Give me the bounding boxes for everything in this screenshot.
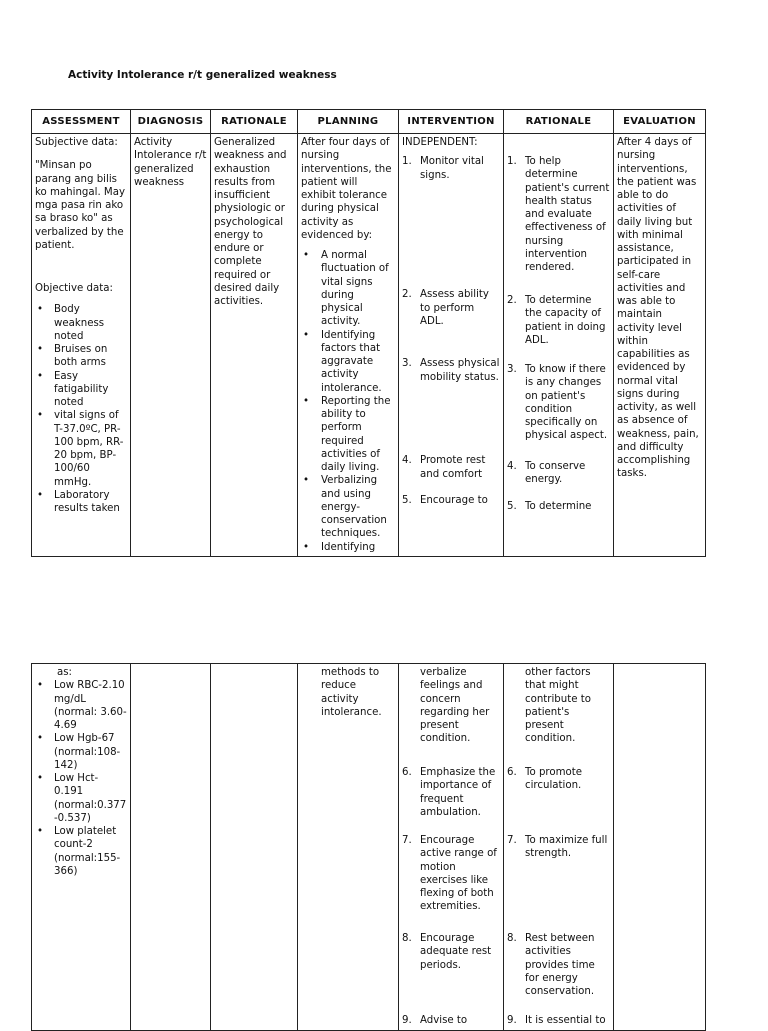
- list-item: [507, 363, 610, 460]
- list-item: [402, 766, 500, 834]
- item-number: 3.: [402, 358, 412, 370]
- list-item: • Verbalizing and using energy-conservation techniques.: [321, 474, 395, 540]
- lab-results-list: [35, 679, 127, 878]
- item-text: Encourage adequate rest periods.: [420, 933, 492, 971]
- table-row: [32, 664, 706, 1031]
- list-item: [507, 1014, 610, 1027]
- item-text: Monitor vital signs.: [420, 156, 484, 181]
- item-text: Assess ability to perform ADL.: [420, 289, 489, 327]
- rationale-2-cell: [504, 134, 614, 557]
- item-number: 5.: [402, 495, 412, 507]
- list-item: [507, 155, 610, 294]
- item-text: To know if there is any changes on patient's condition specifically on physical aspect.: [525, 364, 608, 442]
- list-item: • Reporting the ability to perform required activities of daily living.: [321, 395, 395, 475]
- list-item: [402, 155, 500, 288]
- item-number: 6.: [402, 767, 412, 778]
- item-number: 5.: [507, 501, 517, 512]
- list-item: [507, 294, 610, 363]
- item-number: 1.: [507, 156, 517, 167]
- rationale-cell: [211, 134, 298, 557]
- header-rationale-2: RATIONALE: [504, 110, 614, 134]
- list-item: [402, 932, 500, 1014]
- rationale-2-list: [507, 155, 610, 513]
- list-item: • Low platelet count-2 (normal:155-366): [52, 825, 127, 878]
- list-item: • Body weakness noted: [52, 303, 127, 343]
- item-text: Encourage active range of motion exercises like flexing of both extremities.: [420, 835, 497, 913]
- list-item: [507, 932, 610, 1014]
- list-item: [402, 454, 500, 494]
- item-text: Promote rest and comfort: [420, 455, 486, 480]
- intervention-list: [402, 766, 500, 1027]
- planning-intro: After four days of nursing interventions, the patient will exhibit tolerance during physical activity as evidenced by:: [301, 137, 392, 241]
- list-item: • Low Hgb-67 (normal:108-142): [52, 732, 127, 772]
- list-item: • vital signs of T-37.0ºC, PR-100 bpm, RR-20 bpm, BP-100/60 mmHg.: [52, 409, 127, 489]
- planning-list: [301, 249, 395, 554]
- care-plan-table-page-1: [31, 109, 706, 557]
- header-assessment: ASSESSMENT: [32, 110, 131, 134]
- item-number: 6.: [507, 767, 517, 778]
- rationale-2-list: [507, 766, 610, 1027]
- item-number: 7.: [507, 835, 517, 846]
- list-item: • Low Hct-0.191 (normal:0.377 -0.537): [52, 772, 127, 825]
- intervention-cell: [399, 134, 504, 557]
- list-item: [507, 834, 610, 932]
- header-intervention: INTERVENTION: [399, 110, 504, 134]
- objective-list: [35, 303, 127, 515]
- list-item: [507, 460, 610, 500]
- subjective-label: Subjective data:: [35, 137, 118, 148]
- header-planning: PLANNING: [298, 110, 399, 134]
- item-text: To conserve energy.: [525, 461, 586, 486]
- planning-continuation: methods to reduce activity intolerance.: [321, 667, 382, 718]
- item-number: 8.: [507, 933, 517, 944]
- list-item: • Identifying: [321, 541, 395, 554]
- rationale-2-continuation: other factors that might contribute to patient's present condition.: [525, 667, 591, 745]
- list-item: [402, 834, 500, 932]
- header-evaluation: EVALUATION: [614, 110, 706, 134]
- item-text: To maximize full strength.: [525, 835, 608, 860]
- item-number: 3.: [507, 364, 517, 375]
- table-header-row: [32, 110, 706, 134]
- header-rationale: RATIONALE: [211, 110, 298, 134]
- item-text: To determine: [525, 501, 592, 512]
- list-item: • Easy fatigability noted: [52, 370, 127, 410]
- evaluation-cell: [614, 664, 706, 1031]
- item-number: 8.: [402, 933, 412, 944]
- assessment-continuation: as:: [57, 667, 72, 678]
- rationale-text: Generalized weakness and exhaustion results from insufficient physiologic or psychological energy to endure or complete required or desired daily activities.: [214, 137, 287, 307]
- item-number: 4.: [507, 461, 517, 472]
- diagnosis-text: Activity Intolerance r/t generalized weakness: [134, 137, 207, 188]
- list-item: • A normal fluctuation of vital signs during physical activity.: [321, 249, 395, 329]
- item-text: Encourage to: [420, 495, 488, 507]
- list-item: [402, 357, 500, 454]
- header-diagnosis: DIAGNOSIS: [131, 110, 211, 134]
- document-title: Activity Intolerance r/t generalized weakness: [68, 69, 337, 81]
- item-text: To promote circulation.: [525, 767, 583, 792]
- care-plan-table-page-2: [31, 663, 706, 1031]
- planning-cell: [298, 664, 399, 1031]
- list-item: • Low RBC-2.10 mg/dL (normal: 3.60-4.69: [52, 679, 127, 732]
- item-text: It is essential to: [525, 1015, 606, 1026]
- item-number: 9.: [507, 1015, 517, 1026]
- intervention-heading: INDEPENDENT:: [402, 137, 478, 148]
- item-number: 7.: [402, 835, 412, 846]
- item-number: 4.: [402, 455, 412, 467]
- item-text: Assess physical mobility status.: [420, 358, 500, 383]
- item-number: 9.: [402, 1015, 412, 1026]
- diagnosis-cell: [131, 664, 211, 1031]
- objective-label: Objective data:: [35, 283, 113, 294]
- item-number: 1.: [402, 156, 412, 168]
- item-text: Advise to: [420, 1015, 468, 1026]
- item-text: Rest between activities provides time for energy conservation.: [525, 933, 595, 997]
- intervention-list: [402, 155, 500, 507]
- assessment-cell: [32, 134, 131, 557]
- list-item: • Bruises on both arms: [52, 343, 127, 370]
- rationale-2-cell: [504, 664, 614, 1031]
- list-item: • Laboratory results taken: [52, 489, 127, 516]
- intervention-cell: [399, 664, 504, 1031]
- list-item: [507, 500, 610, 513]
- item-text: To help determine patient's current health status and evaluate effectiveness of nursing intervention rendered.: [525, 156, 610, 273]
- subjective-quote: "Minsan po parang ang bilis ko mahingal. May mga pasa rin ako sa braso ko" as verbalized by the patient.: [35, 160, 125, 251]
- planning-cell: [298, 134, 399, 557]
- list-item: • Identifying factors that aggravate activity intolerance.: [321, 329, 395, 395]
- list-item: [402, 1014, 500, 1027]
- evaluation-text: After 4 days of nursing interventions, the patient was able to do activities of daily living but with minimal assistance, participated in self-care activities and was able to maintain activity level within capabilities as evidenced by normal vital signs during activity, as well as absence of weakness, pain, and difficulty accomplishing tasks.: [617, 137, 699, 480]
- evaluation-cell: [614, 134, 706, 557]
- item-number: 2.: [507, 295, 517, 306]
- item-text: Emphasize the importance of frequent ambulation.: [420, 767, 496, 818]
- list-item: [402, 494, 500, 507]
- item-text: To determine the capacity of patient in doing ADL.: [525, 295, 606, 346]
- list-item: [402, 288, 500, 357]
- item-number: 2.: [402, 289, 412, 301]
- list-item: [507, 766, 610, 834]
- intervention-continuation: verbalize feelings and concern regarding her present condition.: [420, 667, 490, 745]
- diagnosis-cell: [131, 134, 211, 557]
- assessment-cell: [32, 664, 131, 1031]
- table-row: [32, 134, 706, 557]
- rationale-cell: [211, 664, 298, 1031]
